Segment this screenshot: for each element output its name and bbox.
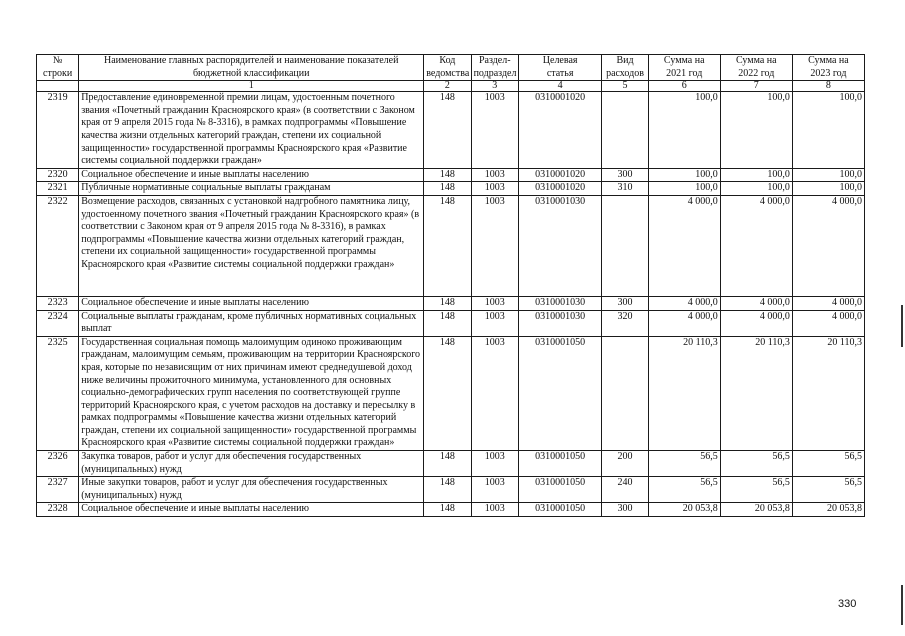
column-number: 4 — [518, 81, 601, 92]
sum-2022: 100,0 — [720, 92, 792, 169]
department-code: 148 — [424, 477, 471, 503]
row-number: 2326 — [37, 451, 79, 477]
table-row — [37, 336, 865, 450]
expense-type — [602, 92, 648, 169]
department-code: 148 — [424, 296, 471, 310]
column-number: 3 — [471, 81, 518, 92]
row-number: 2323 — [37, 296, 79, 310]
target-article: 0310001050 — [518, 503, 601, 517]
page-number: 330 — [838, 598, 857, 610]
sum-2023: 100,0 — [792, 182, 864, 196]
row-number: 2320 — [37, 168, 79, 182]
row-number: 2322 — [37, 195, 79, 296]
department-code: 148 — [424, 451, 471, 477]
sum-2023: 56,5 — [792, 477, 864, 503]
column-number: 1 — [79, 81, 424, 92]
row-number: 2325 — [37, 336, 79, 450]
target-article: 0310001030 — [518, 296, 601, 310]
section-code: 1003 — [471, 92, 518, 169]
column-number: 2 — [424, 81, 471, 92]
header-cell-name: Наименование главных распорядителей и наименование показателей бюджетной классификации — [79, 55, 424, 81]
sum-2021: 4 000,0 — [648, 296, 720, 310]
section-code: 1003 — [471, 451, 518, 477]
row-number: 2321 — [37, 182, 79, 196]
header-cell-department-code: Код ведомства — [424, 55, 471, 81]
column-number — [37, 81, 79, 92]
row-description: Возмещение расходов, связанных с установкой надгробного памятника лицу, удостоенному почетного звания «Почетный гражданин Красноярского края» (в соответствии с Законом края от 9 апреля 2015 года № 8-3316), в рамках подпрограммы «Повышение качества жизни отдельных категорий граждан, степени их социальной защищенности» государственной программы Красноярского края «Развитие системы социальной поддержки граждан» — [79, 195, 424, 296]
row-description: Социальное обеспечение и иные выплаты населению — [79, 168, 424, 182]
row-description: Публичные нормативные социальные выплаты гражданам — [79, 182, 424, 196]
row-number: 2328 — [37, 503, 79, 517]
target-article: 0310001020 — [518, 182, 601, 196]
row-description: Социальное обеспечение и иные выплаты населению — [79, 296, 424, 310]
sum-2021: 100,0 — [648, 92, 720, 169]
expense-type: 310 — [602, 182, 648, 196]
section-code: 1003 — [471, 168, 518, 182]
sum-2022: 100,0 — [720, 182, 792, 196]
header-row — [37, 55, 865, 81]
section-code: 1003 — [471, 296, 518, 310]
sum-2023: 20 053,8 — [792, 503, 864, 517]
sum-2021: 20 110,3 — [648, 336, 720, 450]
sum-2021: 56,5 — [648, 477, 720, 503]
sum-2023: 20 110,3 — [792, 336, 864, 450]
sum-2021: 20 053,8 — [648, 503, 720, 517]
target-article: 0310001050 — [518, 477, 601, 503]
table-row — [37, 92, 865, 169]
section-code: 1003 — [471, 477, 518, 503]
budget-table — [36, 54, 865, 517]
expense-type: 300 — [602, 296, 648, 310]
sum-2022: 20 053,8 — [720, 503, 792, 517]
table-row — [37, 451, 865, 477]
sum-2021: 100,0 — [648, 182, 720, 196]
row-description: Государственная социальная помощь малоимущим одиноко проживающим гражданам, малоимущим семьям, проживающим на территории Красноярского края, которые по независящим от них причинам имеют среднедушевой доход ниже величины прожиточного минимума, установленного для основных социально-демографических групп населения по соответствующей группе территорий Красноярского края, с учетом расходов на доставку и пересылку в рамках подпрограммы «Повышение качества жизни отдельных категорий граждан, степени их социальной защищенности» государственной программы Красноярского края «Развитие системы социальной поддержки граждан» — [79, 336, 424, 450]
section-code: 1003 — [471, 310, 518, 336]
column-number: 8 — [792, 81, 864, 92]
department-code: 148 — [424, 310, 471, 336]
section-code: 1003 — [471, 336, 518, 450]
sum-2023: 4 000,0 — [792, 310, 864, 336]
table-row — [37, 168, 865, 182]
column-number-row — [37, 81, 865, 92]
sum-2021: 56,5 — [648, 451, 720, 477]
row-description: Закупка товаров, работ и услуг для обеспечения государственных (муниципальных) нужд — [79, 451, 424, 477]
section-code: 1003 — [471, 503, 518, 517]
sum-2022: 56,5 — [720, 477, 792, 503]
header-cell-expense-type: Вид расходов — [602, 55, 648, 81]
table-row — [37, 195, 865, 296]
sum-2021: 4 000,0 — [648, 195, 720, 296]
expense-type — [602, 336, 648, 450]
department-code: 148 — [424, 182, 471, 196]
target-article: 0310001020 — [518, 92, 601, 169]
sum-2021: 4 000,0 — [648, 310, 720, 336]
sum-2022: 20 110,3 — [720, 336, 792, 450]
department-code: 148 — [424, 168, 471, 182]
department-code: 148 — [424, 92, 471, 169]
row-number: 2324 — [37, 310, 79, 336]
sum-2022: 4 000,0 — [720, 310, 792, 336]
row-number: 2327 — [37, 477, 79, 503]
header-cell-row-number: № строки — [37, 55, 79, 81]
department-code: 148 — [424, 195, 471, 296]
scan-edge-mark — [901, 585, 903, 625]
target-article: 0310001030 — [518, 195, 601, 296]
sum-2022: 100,0 — [720, 168, 792, 182]
expense-type: 300 — [602, 168, 648, 182]
expense-type — [602, 195, 648, 296]
target-article: 0310001050 — [518, 451, 601, 477]
expense-type: 200 — [602, 451, 648, 477]
sum-2022: 4 000,0 — [720, 195, 792, 296]
row-description: Иные закупки товаров, работ и услуг для обеспечения государственных (муниципальных) нужд — [79, 477, 424, 503]
table-row — [37, 182, 865, 196]
table-row — [37, 477, 865, 503]
column-number: 7 — [720, 81, 792, 92]
department-code: 148 — [424, 503, 471, 517]
department-code: 148 — [424, 336, 471, 450]
target-article: 0310001020 — [518, 168, 601, 182]
table-row — [37, 503, 865, 517]
sum-2023: 4 000,0 — [792, 195, 864, 296]
target-article: 0310001050 — [518, 336, 601, 450]
table-row — [37, 310, 865, 336]
expense-type: 320 — [602, 310, 648, 336]
row-description: Социальное обеспечение и иные выплаты населению — [79, 503, 424, 517]
sum-2021: 100,0 — [648, 168, 720, 182]
header-cell-sum-2023: Сумма на 2023 год — [792, 55, 864, 81]
column-number: 5 — [602, 81, 648, 92]
expense-type: 300 — [602, 503, 648, 517]
header-cell-target-article: Целевая статья — [518, 55, 601, 81]
header-cell-sum-2021: Сумма на 2021 год — [648, 55, 720, 81]
sum-2023: 4 000,0 — [792, 296, 864, 310]
section-code: 1003 — [471, 182, 518, 196]
header-cell-section: Раздел- подраздел — [471, 55, 518, 81]
section-code: 1003 — [471, 195, 518, 296]
scan-edge-mark — [901, 305, 903, 347]
row-description: Предоставление единовременной премии лицам, удостоенным почетного звания «Почетный гражданин Красноярского края» (в соответствии с Законом края от 9 апреля 2015 года № 8-3316), в рамках подпрограммы «Повышение качества жизни отдельных категорий граждан, степени их социальной защищенности» государственной программы Красноярского края «Развитие системы социальной поддержки граждан» — [79, 92, 424, 169]
sum-2022: 56,5 — [720, 451, 792, 477]
row-number: 2319 — [37, 92, 79, 169]
target-article: 0310001030 — [518, 310, 601, 336]
sum-2023: 100,0 — [792, 168, 864, 182]
column-number: 6 — [648, 81, 720, 92]
header-cell-sum-2022: Сумма на 2022 год — [720, 55, 792, 81]
sum-2023: 56,5 — [792, 451, 864, 477]
row-description: Социальные выплаты гражданам, кроме публичных нормативных социальных выплат — [79, 310, 424, 336]
expense-type: 240 — [602, 477, 648, 503]
sum-2022: 4 000,0 — [720, 296, 792, 310]
sum-2023: 100,0 — [792, 92, 864, 169]
table-row — [37, 296, 865, 310]
